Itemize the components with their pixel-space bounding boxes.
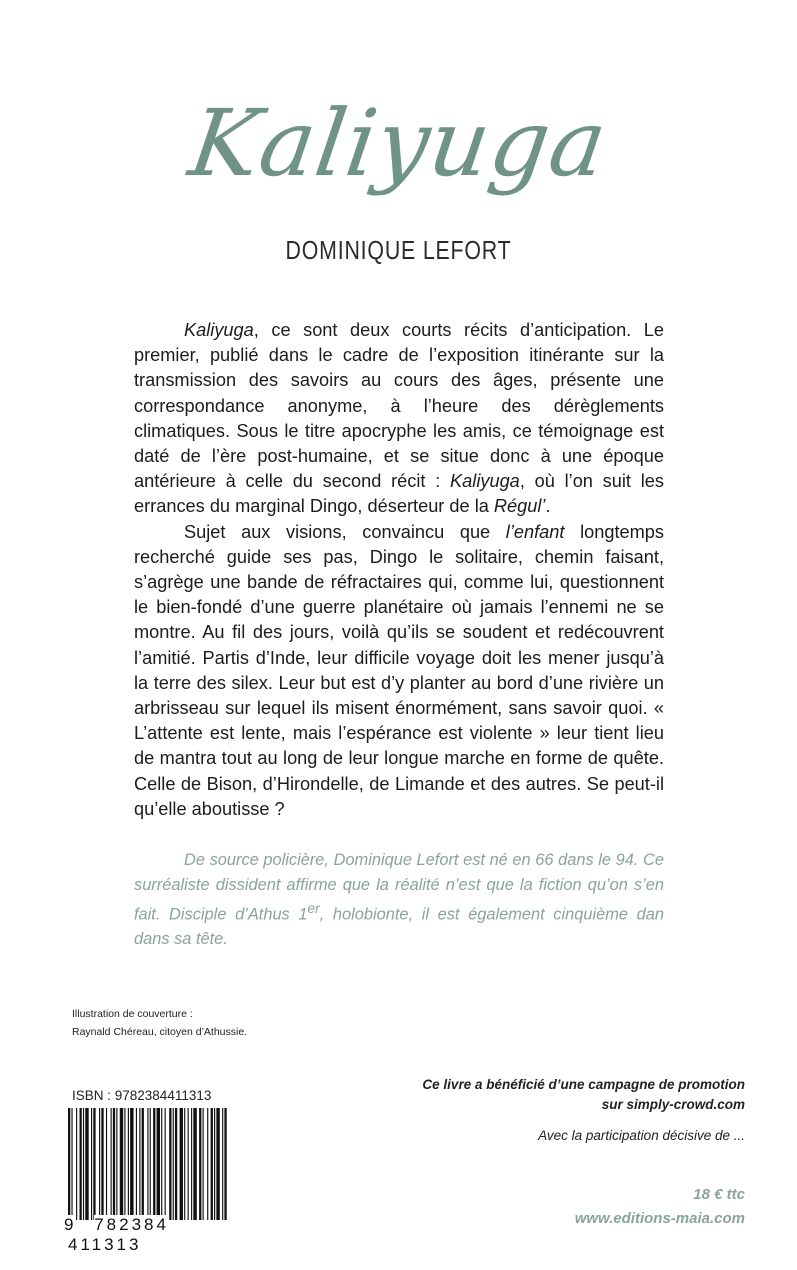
barcode-bar: [101, 1108, 103, 1220]
barcode-bar: [222, 1108, 223, 1220]
barcode-bar: [224, 1108, 226, 1220]
barcode-bar: [139, 1108, 140, 1220]
text-run: , où l’on suit les errances du marginal Dingo, déserteur de la: [134, 471, 664, 517]
text-run: longtemps recherché guide ses pas, Dingo le solitaire, chemin faisant, s’agrège une bande de réfractaires qui, comme lui, questionnent le bien-fondé d’une guerre planétaire où jamais l’ennemi ne se montre. Au fil des jours, voilà qu’ils se soudent et redécouvrent l’amitié. Partis d’Inde, leur difficile voyage doit les mener jusqu’à la terre des silex. Leur but est d’y planter au bord d’une rivière un arbrisseau sur lequel ils misent énormément, sans savoir quoi. « L’attente est lente, mais l’espérance est violente » leur tient lieu de mantra tout au long de leur longue marche en forme de quête. Celle de Bison, d’Hirondelle, de Limande et des autres. Se peut-il qu’elle aboutisse ?: [134, 521, 664, 819]
barcode-bar: [169, 1108, 171, 1220]
barcode-bar: [136, 1108, 137, 1220]
barcode-bar: [203, 1108, 204, 1220]
barcode-bar: [193, 1108, 196, 1220]
barcode-bars: [64, 1108, 232, 1220]
barcode-bar: [150, 1108, 151, 1220]
barcode-digits: [64, 1215, 232, 1255]
barcode-digits-group-1: 782384: [94, 1215, 169, 1234]
illustration-credit-name: Raynald Chéreau, citoyen d’Athussie.: [72, 1026, 248, 1038]
barcode-bar: [207, 1108, 208, 1220]
barcode-bar: [184, 1108, 185, 1220]
author-name: DOMINIQUE LEFORT: [285, 235, 512, 265]
barcode-bar: [111, 1108, 112, 1220]
barcode-bar: [124, 1108, 125, 1220]
author-bio: [134, 848, 664, 951]
barcode-bar: [157, 1108, 160, 1220]
illustration-credit: [72, 1005, 247, 1041]
barcode-bar: [165, 1108, 166, 1220]
barcode-bar: [106, 1108, 107, 1220]
barcode-bar: [191, 1108, 192, 1220]
barcode-bar: [116, 1108, 117, 1220]
promo-text: [422, 1075, 745, 1115]
barcode-bar: [130, 1108, 133, 1220]
text-run: Kaliyuga: [184, 320, 254, 340]
publisher-website: www.editions-maia.com: [574, 1210, 745, 1227]
barcode-bar: [91, 1108, 92, 1220]
barcode-bar: [142, 1108, 144, 1220]
barcode-bar: [211, 1108, 213, 1220]
promo-line-1: Ce livre a bénéficié d’une campagne de promotion: [422, 1077, 745, 1092]
barcode-bar: [80, 1108, 82, 1220]
barcode-bar: [99, 1108, 100, 1220]
barcode-bar: [188, 1108, 189, 1220]
isbn-label: ISBN : 9782384411313: [72, 1088, 212, 1103]
barcode-bar: [147, 1108, 148, 1220]
text-run: l’enfant: [505, 521, 565, 542]
barcode-bar: [71, 1108, 72, 1220]
synopsis: [134, 318, 664, 822]
barcode-bar: [68, 1108, 70, 1220]
bio-text-start: De source policière, Dominique Lefort est né en 66 dans le 94. Ce surréaliste dissident affirme que la réalité n’est que la fiction qu’on s’en fait. Disciple d’Athus 1: [134, 851, 664, 924]
barcode-bar: [161, 1108, 162, 1220]
promo-line-2: sur simply-crowd.com: [601, 1097, 745, 1112]
barcode-digits-group-2: 411313: [68, 1235, 142, 1254]
barcode-bar: [175, 1108, 177, 1220]
barcode-bar: [85, 1108, 88, 1220]
barcode-bar: [120, 1108, 123, 1220]
barcode-bar: [199, 1108, 201, 1220]
barcode-bar: [128, 1108, 129, 1220]
synopsis-paragraph-2: [134, 520, 664, 822]
bio-superscript: er: [307, 901, 320, 916]
barcode-bar: [76, 1108, 77, 1220]
barcode-digit-first: 9: [64, 1215, 77, 1234]
barcode-bar: [216, 1108, 219, 1220]
barcode-bar: [83, 1108, 84, 1220]
barcode-bar: [113, 1108, 115, 1220]
text-run: Kaliyuga: [450, 471, 520, 492]
price: 18 € ttc: [693, 1186, 745, 1203]
text-run: .: [545, 496, 551, 517]
barcode-bar: [93, 1108, 95, 1220]
barcode-bar: [173, 1108, 174, 1220]
participation-text: Avec la participation décisive de ...: [538, 1128, 745, 1143]
book-title: Kaliyuga: [183, 90, 614, 197]
text-run: Sujet aux visions, convaincu que: [184, 521, 506, 542]
barcode-bar: [180, 1108, 183, 1220]
text-run: Régul’: [493, 496, 546, 517]
illustration-credit-label: Illustration de couverture :: [72, 1008, 193, 1020]
barcode-bar: [153, 1108, 155, 1220]
barcode-bar: [214, 1108, 215, 1220]
bio-text-end: , holobionte, il est également cinquième dan dans sa tête.: [134, 905, 665, 948]
text-run: , ce sont deux courts récits d’anticipation. Le premier, publié dans le cadre de l’exposition itinérante sur la transmission des savoirs au cours des âges, présente une correspondance anonyme, à l’heure des dérèglements climatiques. Sous le titre apocryphe les amis, ce témoignage est daté de l’ère post-humaine, et se situe donc à une époque antérieure à celle du second récit :: [134, 320, 664, 492]
synopsis-paragraph-1: [134, 318, 664, 520]
